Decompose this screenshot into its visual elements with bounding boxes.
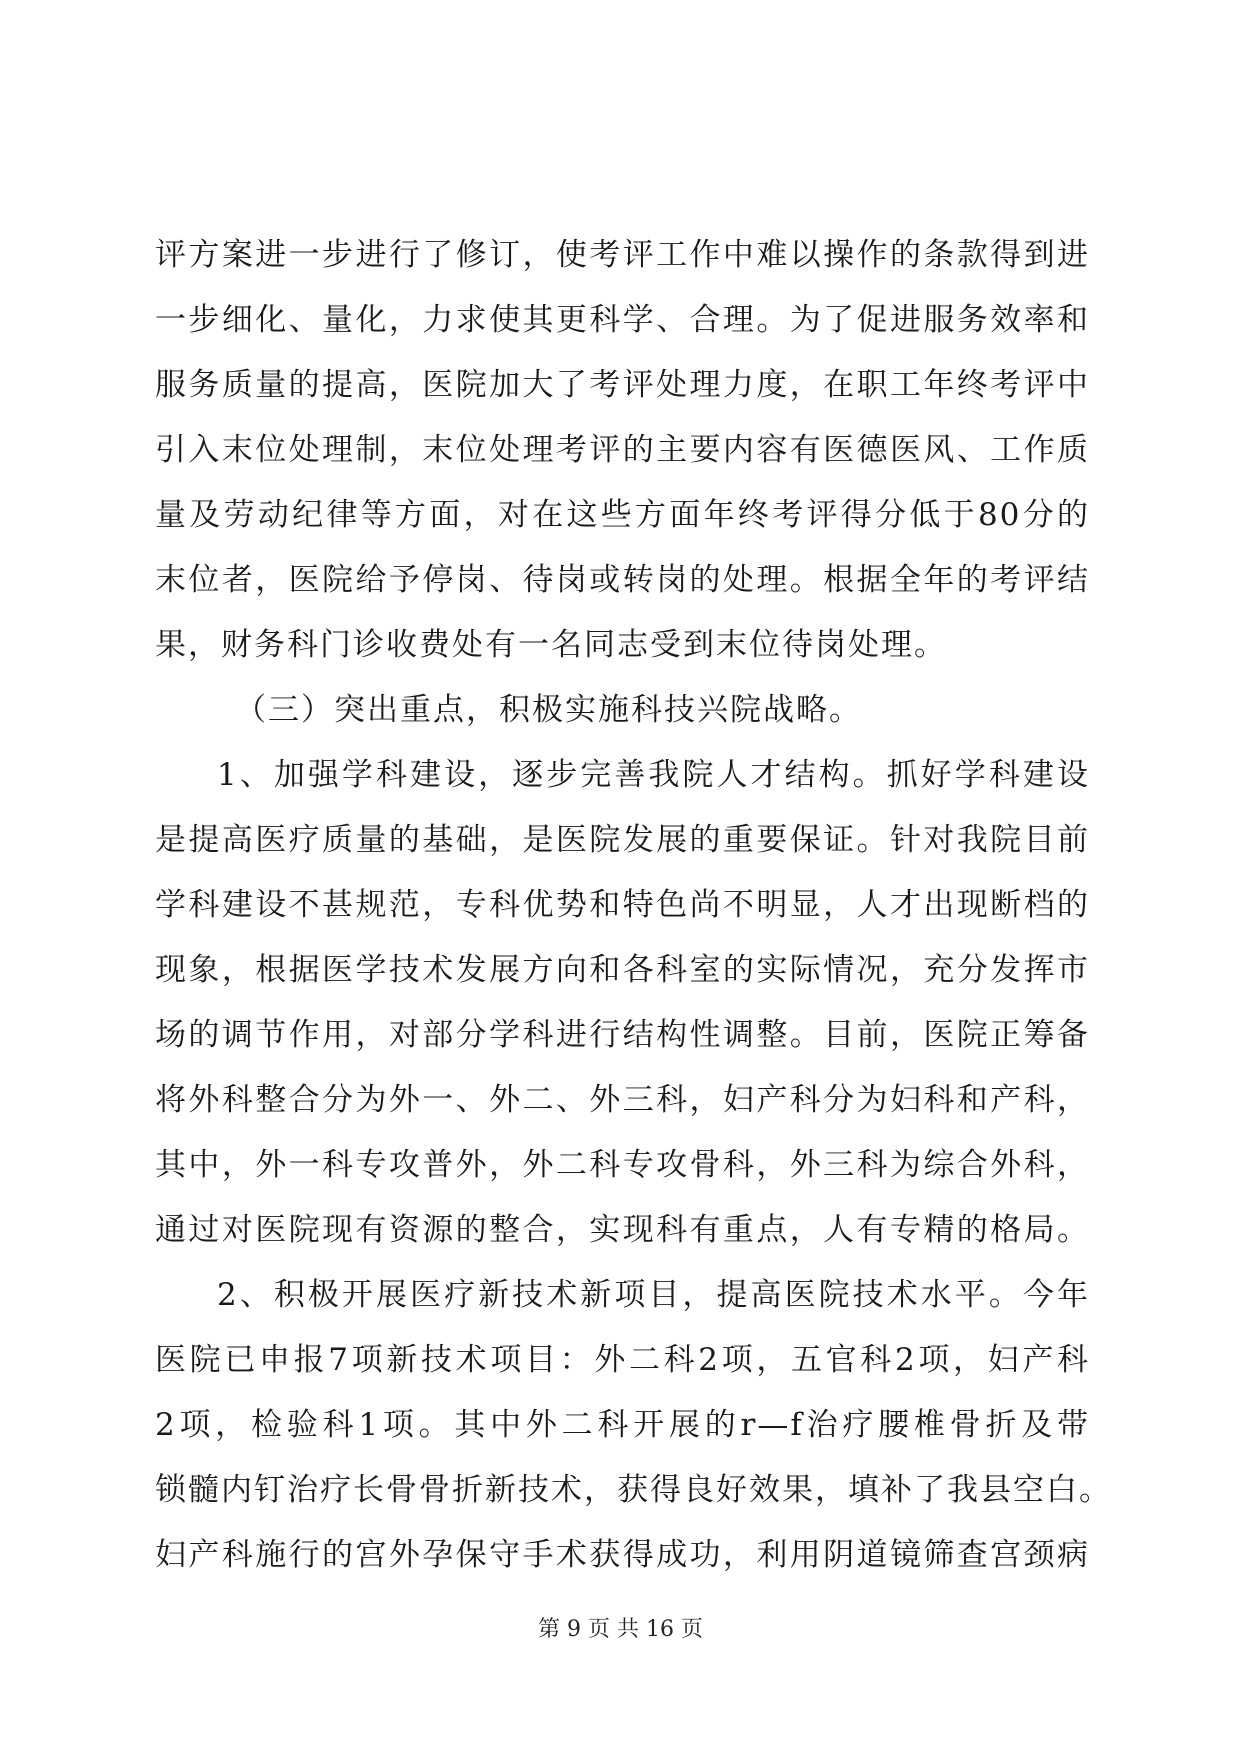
text-line: 引入末位处理制，末位处理考评的主要内容有医德医风、工作质 <box>155 432 1090 468</box>
document-body <box>155 223 1112 1588</box>
text-line: 1、加强学科建设，逐步完善我院人才结构。抓好学科建设 <box>217 757 1090 793</box>
text-line: 妇产科施行的宫外孕保守手术获得成功，利用阴道镜筛查宫颈病 <box>155 1537 1090 1573</box>
heading-line: （三）突出重点，积极实施科技兴院战略。 <box>235 692 862 728</box>
text-line: 场的调节作用，对部分学科进行结构性调整。目前，医院正筹备 <box>155 1017 1090 1053</box>
text-line: 医院已申报7项新技术项目：外二科2项，五官科2项，妇产科 <box>155 1342 1090 1378</box>
text-line: 一步细化、量化，力求使其更科学、合理。为了促进服务效率和 <box>155 302 1090 338</box>
text-line: 量及劳动纪律等方面，对在这些方面年终考评得分低于80分的 <box>155 497 1090 533</box>
text-line: 服务质量的提高，医院加大了考评处理力度，在职工年终考评中 <box>155 367 1090 403</box>
text-line: 是提高医疗质量的基础，是医院发展的重要保证。针对我院目前 <box>155 822 1090 858</box>
text-line: 锁髓内钉治疗长骨骨折新技术，获得良好效果，填补了我县空白。 <box>155 1472 1112 1508</box>
text-line: 现象，根据医学技术发展方向和各科室的实际情况，充分发挥市 <box>155 952 1090 988</box>
paragraph-3 <box>155 743 1090 1263</box>
text-line: 将外科整合分为外一、外二、外三科，妇产科分为妇科和产科， <box>155 1082 1090 1118</box>
text-line: 学科建设不甚规范，专科优势和特色尚不明显，人才出现断档的 <box>155 887 1090 923</box>
page-number-footer: 第 9 页 共 16 页 <box>538 1617 703 1642</box>
paragraph-4 <box>155 1263 1112 1588</box>
text-line: 2、积极开展医疗新技术新项目，提高医院技术水平。今年 <box>217 1277 1090 1313</box>
section-heading <box>155 678 1090 743</box>
text-line: 2项，检验科1项。其中外二科开展的r—f治疗腰椎骨折及带 <box>155 1407 1090 1443</box>
paragraph-1 <box>155 223 1090 678</box>
text-line: 评方案进一步进行了修订，使考评工作中难以操作的条款得到进 <box>155 237 1090 273</box>
text-line: 末位者，医院给予停岗、待岗或转岗的处理。根据全年的考评结 <box>155 562 1090 598</box>
text-line: 通过对医院现有资源的整合，实现科有重点，人有专精的格局。 <box>155 1212 1090 1248</box>
text-line: 其中，外一科专攻普外，外二科专攻骨科，外三科为综合外科， <box>155 1147 1090 1183</box>
text-line: 果，财务科门诊收费处有一名同志受到末位待岗处理。 <box>155 627 947 663</box>
